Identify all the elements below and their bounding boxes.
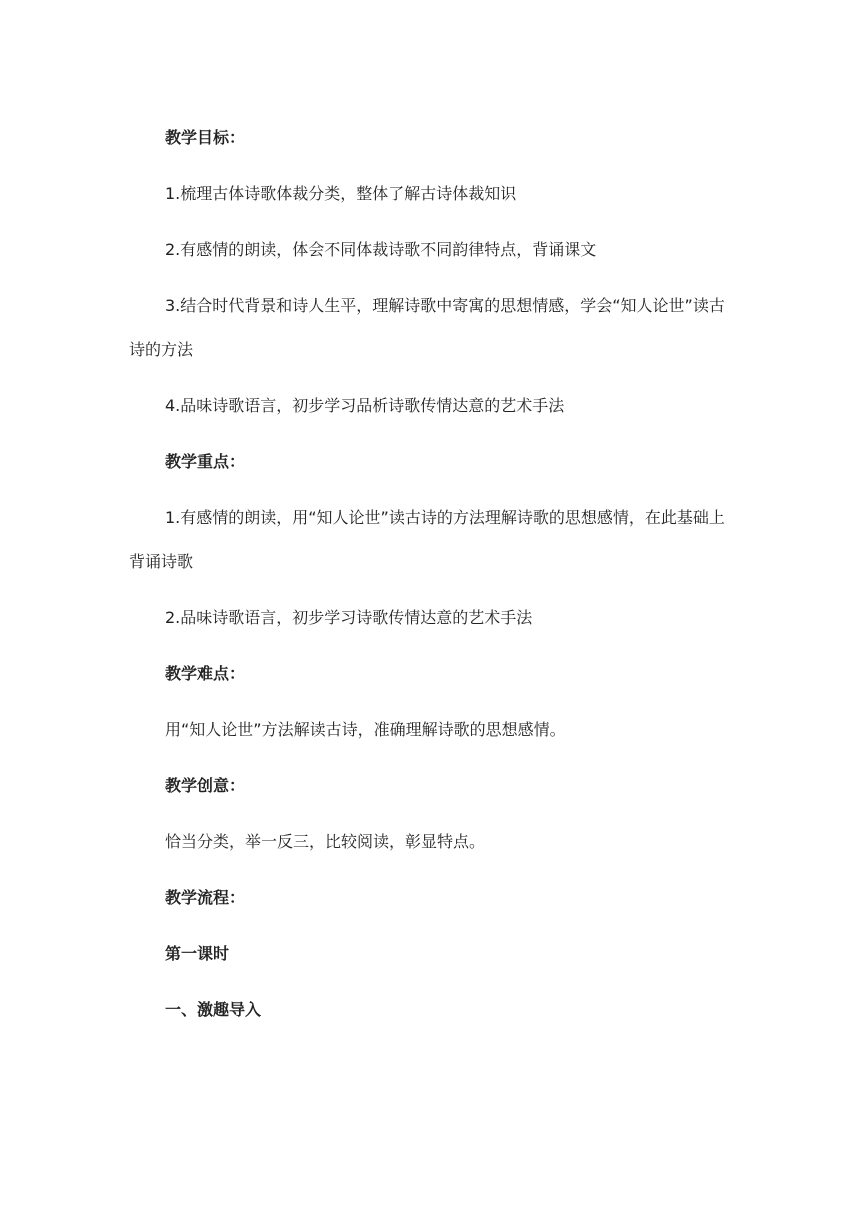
key-point-item-1: 1.有感情的朗读，用“知人论世”读古诗的方法理解诗歌的思想感情，在此基础上背诵诗歌 [129, 508, 725, 571]
objective-item-4: 4.品味诗歌语言，初步学习品析诗歌传情达意的艺术手法 [165, 396, 565, 415]
key-point-item-2: 2.品味诗歌语言，初步学习诗歌传情达意的艺术手法 [165, 608, 533, 627]
objective-item-3: 3.结合时代背景和诗人生平，理解诗歌中寄寓的思想情感，学会“知人论世”读古诗的方法 [129, 296, 725, 359]
section-heading-difficulties: 教学难点： [165, 664, 246, 683]
step-heading-introduction: 一、激趣导入 [165, 1000, 262, 1019]
section-heading-objectives: 教学目标： [165, 128, 246, 147]
section-heading-key-points: 教学重点： [165, 452, 246, 471]
objective-item-1: 1.梳理古体诗歌体裁分类，整体了解古诗体裁知识 [165, 184, 517, 203]
section-heading-creative-idea: 教学创意： [165, 776, 246, 795]
section-heading-process: 教学流程： [165, 888, 246, 907]
creative-idea-text: 恰当分类，举一反三，比较阅读，彰显特点。 [165, 832, 486, 851]
objective-item-2: 2.有感情的朗读，体会不同体裁诗歌不同韵律特点，背诵课文 [165, 240, 597, 259]
lesson-heading-first: 第一课时 [165, 944, 230, 963]
document-body [129, 116, 733, 1032]
difficulty-text: 用“知人论世”方法解读古诗，准确理解诗歌的思想感情。 [165, 720, 566, 739]
